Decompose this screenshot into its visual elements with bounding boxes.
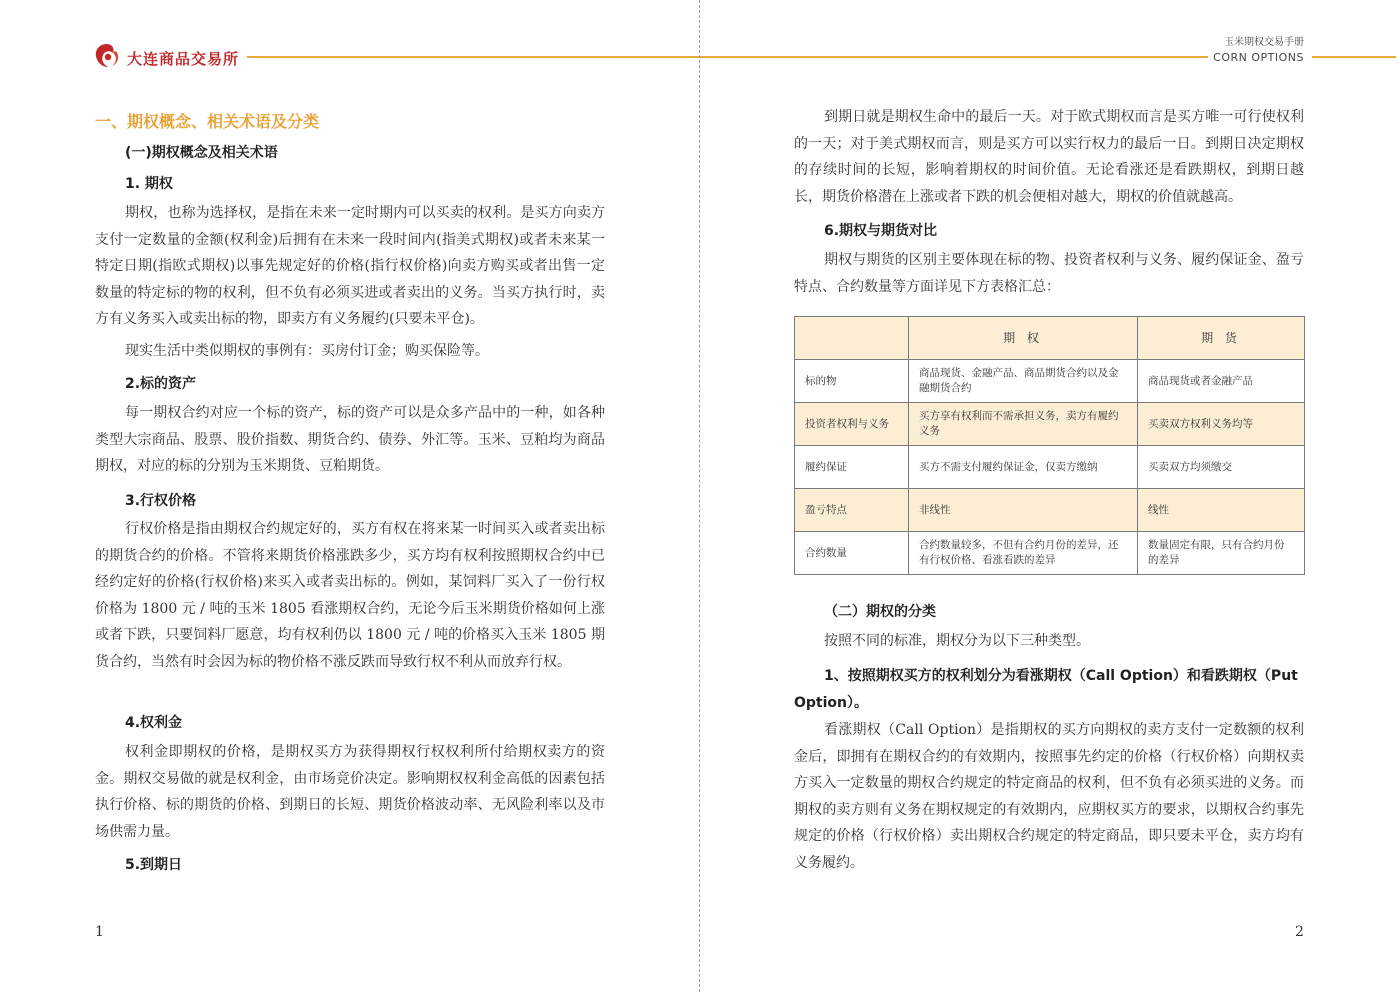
row-label: 投资者权利与义务	[795, 403, 909, 446]
subsection-title-classification: （二）期权的分类	[824, 604, 936, 620]
table-row	[795, 360, 1305, 403]
heading-call-put: 1、按照期权买方的权利划分为看涨期权（Call Option）和看跌期权（Put Option）。	[794, 668, 1298, 711]
paragraph-underlying: 每一期权合约对应一个标的资产，标的资产可以是众多产品中的一种，如各种类型大宗商品、股票、股价指数、期货合约、债券、外汇等。玉米、豆粕均为商品期权，对应的标的分别为玉米期货、豆粕期货。	[95, 405, 605, 475]
table-row	[795, 489, 1305, 532]
comparison-table	[794, 316, 1305, 575]
option-cell: 商品现货、金融产品、商品期货合约以及金融期货合约	[909, 360, 1138, 403]
table-header-cell: 期 权	[909, 317, 1138, 360]
paragraph-classification: 按照不同的标准，期权分为以下三种类型。	[824, 633, 1090, 649]
future-cell: 数量固定有限，只有合约月份的差异	[1138, 532, 1305, 575]
table-header-cell: 期 货	[1138, 317, 1305, 360]
paragraph-strike: 行权价格是指由期权合约规定好的，买方有权在将来某一时间买入或者卖出标的期货合约的价格。不管将来期货价格涨跌多少，买方均有权利按照期权合约中已经约定好的价格(行权价格)来买入或者卖出标的。例如，某饲料厂买入了一份行权价格为 1800 元 / 吨的玉米 1805 看涨期权合约，无论今后玉米期货价格如何上涨或者下跌，只要饲料厂愿意，均有权利仍以 1800 元 / 吨的价格买入玉米 1805 期货合约，当然有时会因为标的物价格不涨反跌而导致行权不利从而放弃行权。	[95, 521, 605, 670]
paragraph-call-option: 看涨期权（Call Option）是指期权的买方向期权的卖方支付一定数额的权利金后，即拥有在期权合约的有效期内，按照事先约定的价格（行权价格）向期权卖方买入一定数量的期权合约规定的特定商品的权利，但不负有必须买进的义务。而期权的卖方则有义务在期权规定的有效期内，应期权买方的要求，以期权合约事先规定的价格（行权价格）卖出期权合约规定的特定商品，即只要未平仓，卖方均有义务履约。	[794, 722, 1304, 871]
page-number-right: 2	[1295, 924, 1304, 940]
paragraph-expiry: 到期日就是期权生命中的最后一天。对于欧式期权而言是买方唯一可行使权利的一天；对于美式期权而言，则是买方可以实行权力的最后一日。到期日决定期权的存续时间的长短，影响着期权的时间价值。无论看涨还是看跌期权，到期日越长，期货价格潜在上涨或者下跌的机会便相对越大，期权的价值就越高。	[794, 109, 1304, 205]
heading-compare: 6.期权与期货对比	[824, 223, 938, 239]
paragraph-option-definition: 期权，也称为选择权，是指在未来一定时期内可以买卖的权利。是买方向卖方支付一定数量的金额(权利金)后拥有在未来一段时间内(指美式期权)或者未来某一特定日期(指欧式期权)以事先规定好的价格(指行权价格)向卖方购买或者出售一定数量的特定标的物的权利，但不负有必须买进或者卖出的义务。当买方执行时，卖方有义务买入或卖出标的物，即卖方有义务履约(只要未平仓)。	[95, 205, 605, 328]
paragraph-compare: 期权与期货的区别主要体现在标的物、投资者权利与义务、履约保证金、盈亏特点、合约数量等方面详见下方表格汇总：	[794, 252, 1304, 295]
heading-expiry: 5.到期日	[125, 857, 183, 873]
page-divider	[699, 0, 700, 992]
paragraph-premium: 权利金即期权的价格，是期权买方为获得期权行权权利所付给期权卖方的资金。期权交易做的就是权利金，由市场竞价决定。影响期权权利金高低的因素包括执行价格、标的期货的价格、到期日的长短、期货价格波动率、无风险利率以及市场供需力量。	[95, 744, 605, 840]
row-label: 合约数量	[795, 532, 909, 575]
table-header-cell	[795, 317, 909, 360]
paragraph-option-examples: 现实生活中类似期权的事例有：买房付订金；购买保险等。	[125, 343, 489, 359]
table-row	[795, 532, 1305, 575]
row-label: 履约保证	[795, 446, 909, 489]
future-cell: 商品现货或者金融产品	[1138, 360, 1305, 403]
option-cell: 买方不需支付履约保证金，仅卖方缴纳	[909, 446, 1138, 489]
heading-underlying: 2.标的资产	[125, 376, 197, 392]
manual-subtitle: CORN OPTIONS	[1213, 51, 1304, 64]
heading-strike: 3.行权价格	[125, 493, 197, 509]
heading-premium: 4.权利金	[125, 715, 183, 731]
section-title: 一、期权概念、相关术语及分类	[95, 112, 320, 131]
table-header-row	[795, 317, 1305, 360]
option-cell: 买方享有权利而不需承担义务，卖方有履约义务	[909, 403, 1138, 446]
subsection-title: (一)期权概念及相关术语	[125, 145, 278, 161]
manual-title: 玉米期权交易手册	[1224, 37, 1304, 48]
future-cell: 买卖双方权利义务均等	[1138, 403, 1305, 446]
table-row	[795, 403, 1305, 446]
row-label: 标的物	[795, 360, 909, 403]
future-cell: 线性	[1138, 489, 1305, 532]
future-cell: 买卖双方均须缴交	[1138, 446, 1305, 489]
row-label: 盈亏特点	[795, 489, 909, 532]
manual-title-block	[1200, 35, 1304, 65]
option-cell: 合约数量较多，不但有合约月份的差异，还有行权价格、看涨看跌的差异	[909, 532, 1138, 575]
exchange-name: 大连商品交易所	[127, 50, 240, 68]
heading-option: 1. 期权	[125, 176, 173, 192]
table-row	[795, 446, 1305, 489]
option-cell: 非线性	[909, 489, 1138, 532]
page-number-left: 1	[95, 924, 104, 940]
dce-logo-icon	[93, 42, 121, 70]
